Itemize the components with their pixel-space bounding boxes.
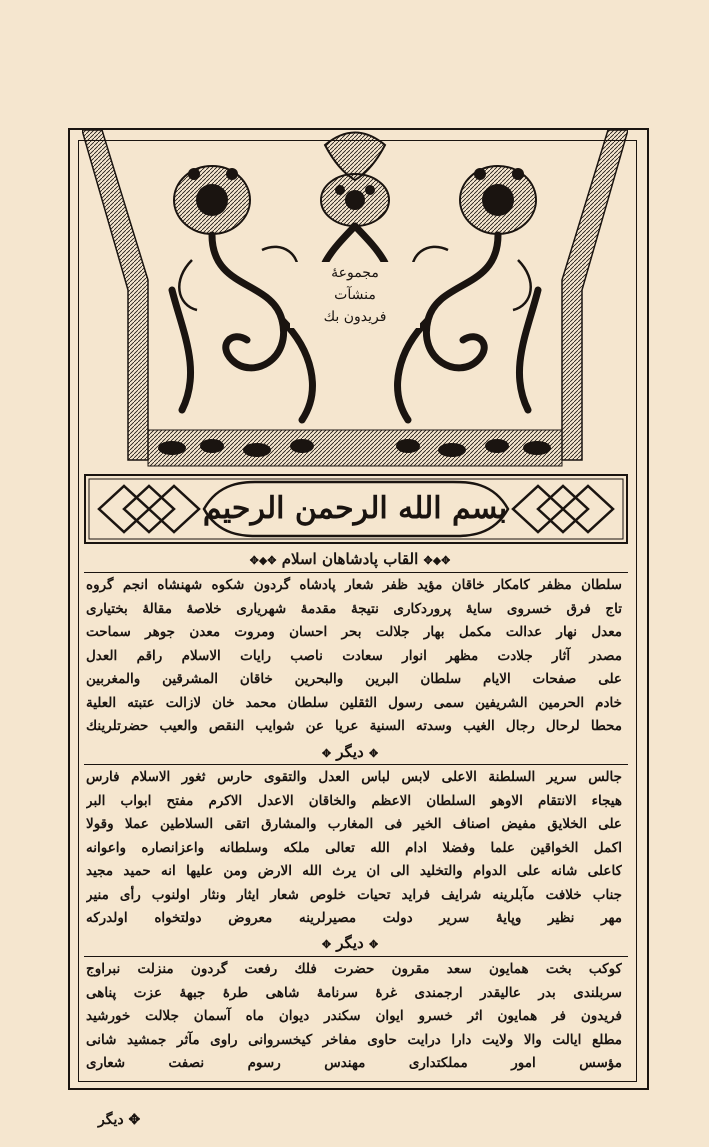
section1-heading xyxy=(200,549,500,571)
text-line: محطا لرحال رجال الغیب وسدته السنیة عریا عن شوایب النقص والعیب حضرتلرینك xyxy=(86,718,622,734)
section1-text xyxy=(86,574,622,739)
section2-heading-text: دیگر xyxy=(336,743,364,761)
section3-heading xyxy=(200,933,500,955)
section2-heading xyxy=(200,742,500,764)
text-line: اکمل الخواقین علما وفضلا ادام الله تعالی ملکه وسلطانه واعزانصاره واعوانه xyxy=(86,839,622,856)
separator-line xyxy=(84,956,628,957)
book-title xyxy=(290,262,420,328)
section3-heading-text: دیگر xyxy=(336,934,364,952)
text-line: مهر نظیر وپایهٔ سریر دولت مصیرلرینه معروض دولتخواه اولدرکه xyxy=(86,910,622,926)
text-line: سربلندی بدر عالیقدر ارجمندی غرهٔ سرنامهٔ شاهی طرهٔ جبههٔ عزت پناهی xyxy=(86,984,622,1001)
catchword-ornament-icon: ✥ xyxy=(128,1112,141,1128)
heading-ornament-icon: ✥◆✥ xyxy=(249,554,277,567)
text-line: جالس سریر السلطنة الاعلی لابس لباس العدل والتقوی حارس ثغور الاسلام فارس xyxy=(86,769,622,785)
title-line-2: منشآت xyxy=(334,287,376,303)
heading-ornament-icon: ✥ xyxy=(368,938,379,951)
heading-ornament-icon: ✥ xyxy=(321,747,332,760)
section2-text xyxy=(86,766,622,931)
text-line: مطلع ایالت والا ولایت دارا درایت حاوی مفاخر کیخسروانی راوی مآثر جمشید شانی xyxy=(86,1031,622,1048)
text-line: تاج فرق خسروی سایهٔ پروردکاری نتیجهٔ مقدمهٔ شهریاری خلاصهٔ مقالهٔ بختیاری xyxy=(86,600,622,617)
heading-ornament-icon: ✥ xyxy=(321,938,332,951)
heading-ornament-icon: ✥ xyxy=(368,747,379,760)
heading-ornament-icon: ✥◆✥ xyxy=(423,554,451,567)
catchword xyxy=(98,1112,140,1128)
text-line: علی صفحات الایام سلطان البرین والبحرین خاقان المشرقین والمغربین xyxy=(86,671,622,687)
text-line: معدل نهار عدالت مکمل بهار جلالت بحر احسان ومروت معدن جوهر سماحت xyxy=(86,624,622,640)
title-line-1: مجموعهٔ xyxy=(331,265,379,281)
section3-text xyxy=(86,958,622,1076)
title-line-3: فریدون بك xyxy=(323,309,387,325)
basmala: بسم الله الرحمن الرحيم xyxy=(202,491,508,526)
text-line: سلطان مظفر کامکار خاقان مؤید ظفر شعار پادشاه گردون شکوه شهنشاه انجم گروه xyxy=(86,577,622,593)
text-line: فریدون فر همایون اثر خسرو ایوان سکندر دیوان ماه آسمان جلالت خورشید xyxy=(86,1008,622,1024)
section1-heading-text: القاب پادشاهان اسلام xyxy=(281,550,419,568)
separator-line xyxy=(84,572,628,573)
text-line: هیجاء الانتقام الاوهو السلطان الاعظم والخاقان الاعدل الاکرم مفتح ابواب البر xyxy=(86,792,622,809)
text-line: کاعلی شانه علی الدوام والتخلید الی ان یرث الله الارض ومن علیها انه حمید مجید xyxy=(86,863,622,879)
text-line: مؤسس امور مملکتداری مهندس رسوم نصفت شعاری xyxy=(86,1055,622,1071)
text-line: خادم الحرمین الشریفین سمی رسول الثقلین سلطان محمد خان لازالت عتبته العلیة xyxy=(86,694,622,711)
text-line: کوکب بخت همایون سعد مقرون حضرت فلك رفعت گردون منزلت نبراوج xyxy=(86,961,622,977)
text-line: مصدر آثار جلادت مظهر انوار سعادت ناصب رایات الاسلام راقم العدل xyxy=(86,647,622,664)
text-line: علی الخلایق مفیض اصناف الخیر فی المغارب والمشارق اتقی السلاطین عملا وقولا xyxy=(86,816,622,832)
separator-line xyxy=(84,764,628,765)
text-line: جناب خلافت مآبلرینه شرایف فراید تحیات خلوص شعار ایثار ونثار اولنوب رأی منیر xyxy=(86,886,622,903)
catchword-text: دیگر xyxy=(98,1112,124,1128)
